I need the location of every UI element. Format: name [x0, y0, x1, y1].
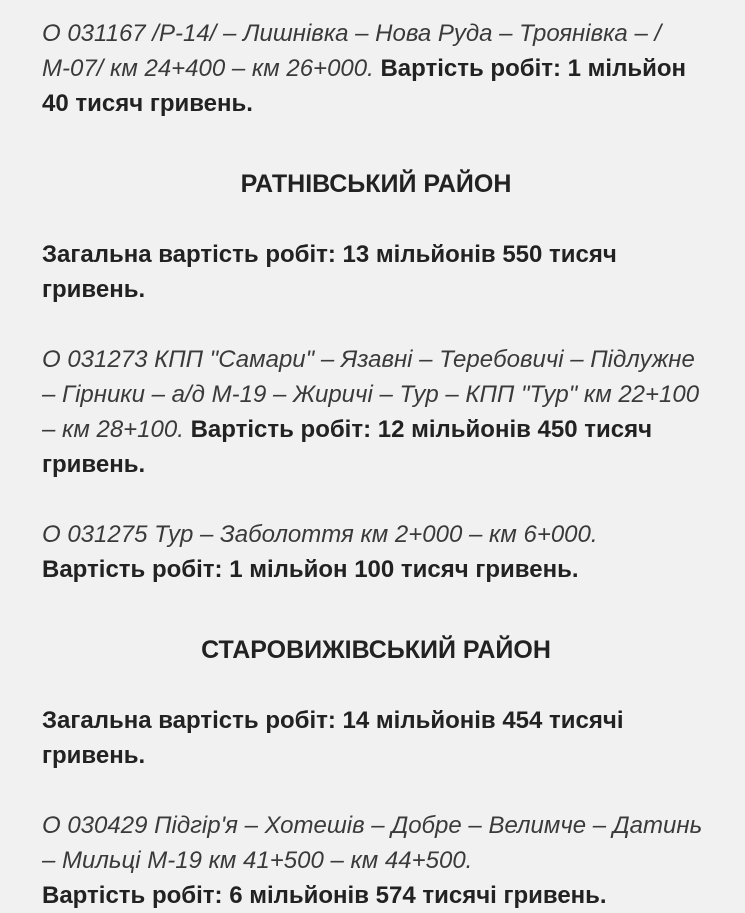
road-description: О 031273 КПП "Самари" – Язавні – Теребовичі – Підлужне – Гірники – а/д М-19 – Жиричі – Тур – КПП "Тур" км 22+100 – км 28+100.	[42, 346, 700, 443]
road-item-lyshnivka	[42, 16, 710, 121]
road-cost: Вартість робіт: 1 мільйон 100 тисяч гривень.	[42, 556, 579, 583]
road-cost: Вартість робіт: 12 мільйонів 450 тисяч гривень.	[42, 416, 653, 478]
road-description: О 031275 Тур – Заболоття км 2+000 – км 6+000.	[42, 521, 598, 548]
district-total-ratne	[42, 237, 710, 307]
district-total-text: Загальна вартість робіт: 13 мільйонів 550 тисяч гривень.	[42, 241, 617, 303]
district-total-text: Загальна вартість робіт: 14 мільйонів 454 тисячі гривень.	[42, 707, 624, 769]
district-heading-stara-vyzhivka: СТАРОВИЖІВСЬКИЙ РАЙОН	[201, 636, 551, 664]
road-cost: Вартість робіт: 6 мільйонів 574 тисячі гривень.	[42, 882, 607, 909]
road-cost: Вартість робіт: 1 мільйон 40 тисяч гривень.	[42, 55, 686, 117]
district-heading-ratne: РАТНІВСЬКИЙ РАЙОН	[240, 170, 512, 198]
district-total-stara-vyzhivka	[42, 703, 710, 773]
article-body	[42, 16, 710, 913]
road-item-pidhirya	[42, 808, 710, 913]
road-item-tur	[42, 517, 710, 587]
road-description: О 031167 /Р-14/ – Лишнівка – Нова Руда – Троянівка – /М-07/ км 24+400 – км 26+000.	[42, 20, 662, 82]
road-item-samary	[42, 342, 710, 482]
road-description: О 030429 Підгір'я – Хотешів – Добре – Велимче – Датинь – Мильці М-19 км 41+500 – км 44+500.	[42, 812, 703, 874]
